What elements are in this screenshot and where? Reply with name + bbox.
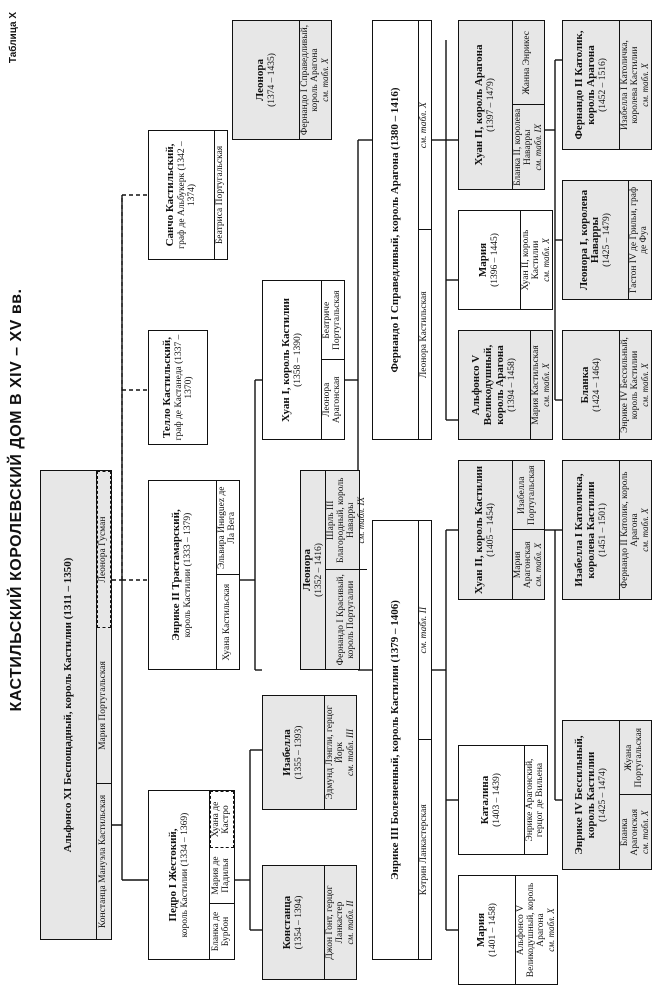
table-ref: см. табл. IX	[356, 496, 367, 544]
person-name: Изабелла	[281, 729, 294, 776]
person-years: (1451 – 1501)	[597, 503, 608, 557]
person-sancho	[148, 130, 228, 260]
person-blanca	[562, 330, 652, 440]
spouse: Кэтрин Ланкастерская	[419, 804, 430, 896]
table-ref: см. табл. X	[540, 238, 551, 282]
person-leonora-1374	[232, 20, 332, 140]
person-years: (1358 – 1390)	[292, 333, 303, 387]
person-pedro-i	[148, 790, 235, 960]
person-name: Мария	[477, 242, 490, 278]
person-constanza	[262, 865, 357, 980]
spouse: Констанца Мануэла Кастильская	[98, 794, 109, 929]
spouse: Эльвира Иниguez де Ла Вега	[217, 481, 239, 576]
spouse: Леонора Кастильская	[419, 291, 430, 379]
spouse: Изабелла I Католичка, королева Кастилии	[619, 40, 640, 130]
person-fernando-i	[372, 20, 432, 440]
person-name: Хуан II, король Арагона	[473, 44, 486, 166]
spouse: Мария Арагонская	[512, 541, 533, 589]
person-years: король Кастилии (1333 – 1379)	[183, 512, 194, 638]
person-fernando-ii	[562, 20, 652, 150]
table-ref: см. табл. X	[545, 908, 556, 952]
table-ref: см. табл. II	[344, 900, 355, 945]
spouse: Леонора Арагонская	[322, 376, 343, 424]
spouse: Энрике Арагонский, герцог де Вильена	[525, 758, 546, 842]
person-years: (1354 – 1394)	[294, 895, 305, 950]
person-name: Фернандо I Справедливый, король Арагона (1380 – 1416)	[388, 87, 401, 373]
person-tello	[148, 330, 208, 445]
spouse: Эдмунд Лэнгли, герцог Йорк	[324, 705, 345, 800]
person-enrique-ii	[148, 480, 240, 670]
person-years: (1397 – 1479)	[486, 78, 497, 132]
table-ref: см. табл. IX	[532, 123, 543, 171]
person-maria-1396	[458, 210, 553, 310]
table-ref: см. табл. X	[540, 363, 551, 407]
spouse: Альфонсо V Великодушный, король Арагона	[515, 882, 546, 978]
table-label: Таблица X	[8, 12, 19, 64]
table-ref: см. табл. X	[639, 810, 650, 855]
person-years: (1425 – 1479)	[602, 213, 613, 267]
spouse: Шарль III Благородный, король Наварры	[326, 477, 357, 563]
person-years: (1405 – 1454)	[486, 503, 497, 557]
person-name: Санчо Кастильский,	[164, 143, 177, 247]
person-years: (1352 – 1416)	[313, 543, 324, 597]
person-name: Телло Кастильский,	[160, 337, 173, 438]
spouse: Хуана Кастильская	[222, 583, 233, 661]
spouse: Мария де Падилья	[210, 848, 234, 904]
person-name: Леонора	[253, 59, 266, 101]
table-ref: см. табл. X	[639, 363, 650, 407]
spouse: Бланка II, королева Наварры	[512, 108, 533, 186]
table-ref: см. табл. X	[639, 63, 650, 107]
person-years: (1394 – 1458)	[506, 358, 517, 412]
person-name: Энрике IV Бессильный, король Кастилии	[572, 735, 597, 855]
table-ref: см. табл. X	[532, 542, 543, 587]
person-catalina	[458, 745, 548, 855]
table-ref: см. табл. X	[319, 58, 330, 102]
person-years: (1374 – 1435)	[266, 53, 277, 107]
person-juan-i	[262, 280, 345, 440]
person-name: Фернандо II Католик, король Арагона	[572, 30, 597, 140]
person-name: Констанца	[281, 895, 294, 950]
person-years: (1403 – 1439)	[492, 773, 503, 827]
table-ref: см. табл. II	[419, 521, 431, 741]
person-years: (1396 – 1445)	[490, 233, 501, 287]
person-name: Леонора I, королева Наварры	[577, 189, 602, 291]
person-enrique-iii	[372, 520, 432, 960]
person-name: Мария	[474, 912, 487, 948]
person-name: Педро I Жестокий,	[166, 828, 179, 922]
person-isabel-i	[562, 460, 652, 600]
person-juan-ii-aragon	[458, 20, 545, 190]
spouse: Мария Кастильская	[530, 345, 541, 425]
spouse: Беатриче Португальская	[322, 281, 344, 361]
person-isabella	[262, 695, 357, 810]
page-title: КАСТИЛЬСКИЙ КОРОЛЕВСКИЙ ДОМ В XIV – XV вв.	[8, 288, 25, 712]
spouse: Бланка Арагонская	[619, 808, 640, 856]
person-name: Энрике III Болезненный, король Кастилии (1379 – 1406)	[388, 600, 401, 880]
person-years: (1355 – 1393)	[294, 725, 305, 780]
spouse: Бланка де Бурбон	[211, 911, 232, 952]
person-name: Энрике II Трастамарский,	[170, 509, 183, 641]
person-name: Каталина	[479, 775, 492, 825]
person-name: Хуан I, король Кастилии	[279, 298, 292, 422]
spouse: Мария Португальская	[97, 628, 111, 784]
person-years: граф де Кастанеда (1337 – 1370)	[173, 334, 194, 441]
spouse: Жанна Энрикес	[513, 21, 544, 106]
spouse: Энрике IV Бессильный, король Кастилии	[619, 337, 640, 433]
spouse-row	[96, 471, 111, 939]
person-years: (1401 – 1458)	[487, 903, 498, 957]
spouse: Фернандо II Католик, король Арагона	[619, 471, 640, 589]
spouse: Леонора Гусман	[97, 471, 111, 628]
spouse: Изабелла Португальская	[513, 461, 544, 531]
person-years: король Кастилии (1334 – 1369)	[179, 812, 190, 938]
spouse: Фернандо I Справедливый, король Арагона	[299, 24, 320, 136]
person-name: Бланка	[578, 366, 591, 404]
person-leonor-i	[562, 180, 652, 300]
person-name: Хуан II, король Кастилии	[473, 465, 486, 595]
spouse: Хуана де Кастро	[210, 791, 234, 848]
person-alfonso-v	[458, 330, 553, 440]
person-years: (1424 – 1464)	[591, 358, 602, 412]
person-alfonso-xi	[40, 470, 112, 940]
person-leonora-1352	[300, 470, 367, 670]
person-enrique-iv	[562, 720, 652, 870]
person-years: граф де Альбукерк (1342 – 1374)	[177, 141, 198, 249]
spouse: Хуан II, король Кастилии	[520, 229, 541, 291]
spouse: Беатриса Португальская	[215, 145, 226, 245]
person-name: Леонора	[301, 549, 313, 591]
spouse: Гастон IV де Грильи, граф де Фуа	[629, 186, 650, 294]
spouse: Джон Гонт, герцог Ланкастер	[324, 885, 345, 960]
person-name: Изабелла I Католичка, королева Кастилии	[572, 473, 597, 587]
person-name: Альфонсо V Великодушный, король Арагона	[470, 344, 507, 426]
person-name: Альфонсо XI Беспощадный, король Кастилии (1311 – 1350)	[61, 557, 74, 853]
person-years: (1425 – 1474)	[597, 768, 608, 822]
spouse: Фернандо I Красивый, король Португалии	[335, 574, 356, 666]
person-juan-ii	[458, 460, 545, 600]
table-ref: см. табл. X	[419, 21, 431, 231]
person-maria-1401	[458, 875, 558, 985]
person-years: (1452 – 1516)	[597, 58, 608, 112]
table-ref: см. табл. III	[344, 728, 355, 777]
spouse: Жуана Португальская	[620, 721, 651, 796]
table-ref: см. табл. X	[639, 508, 650, 552]
